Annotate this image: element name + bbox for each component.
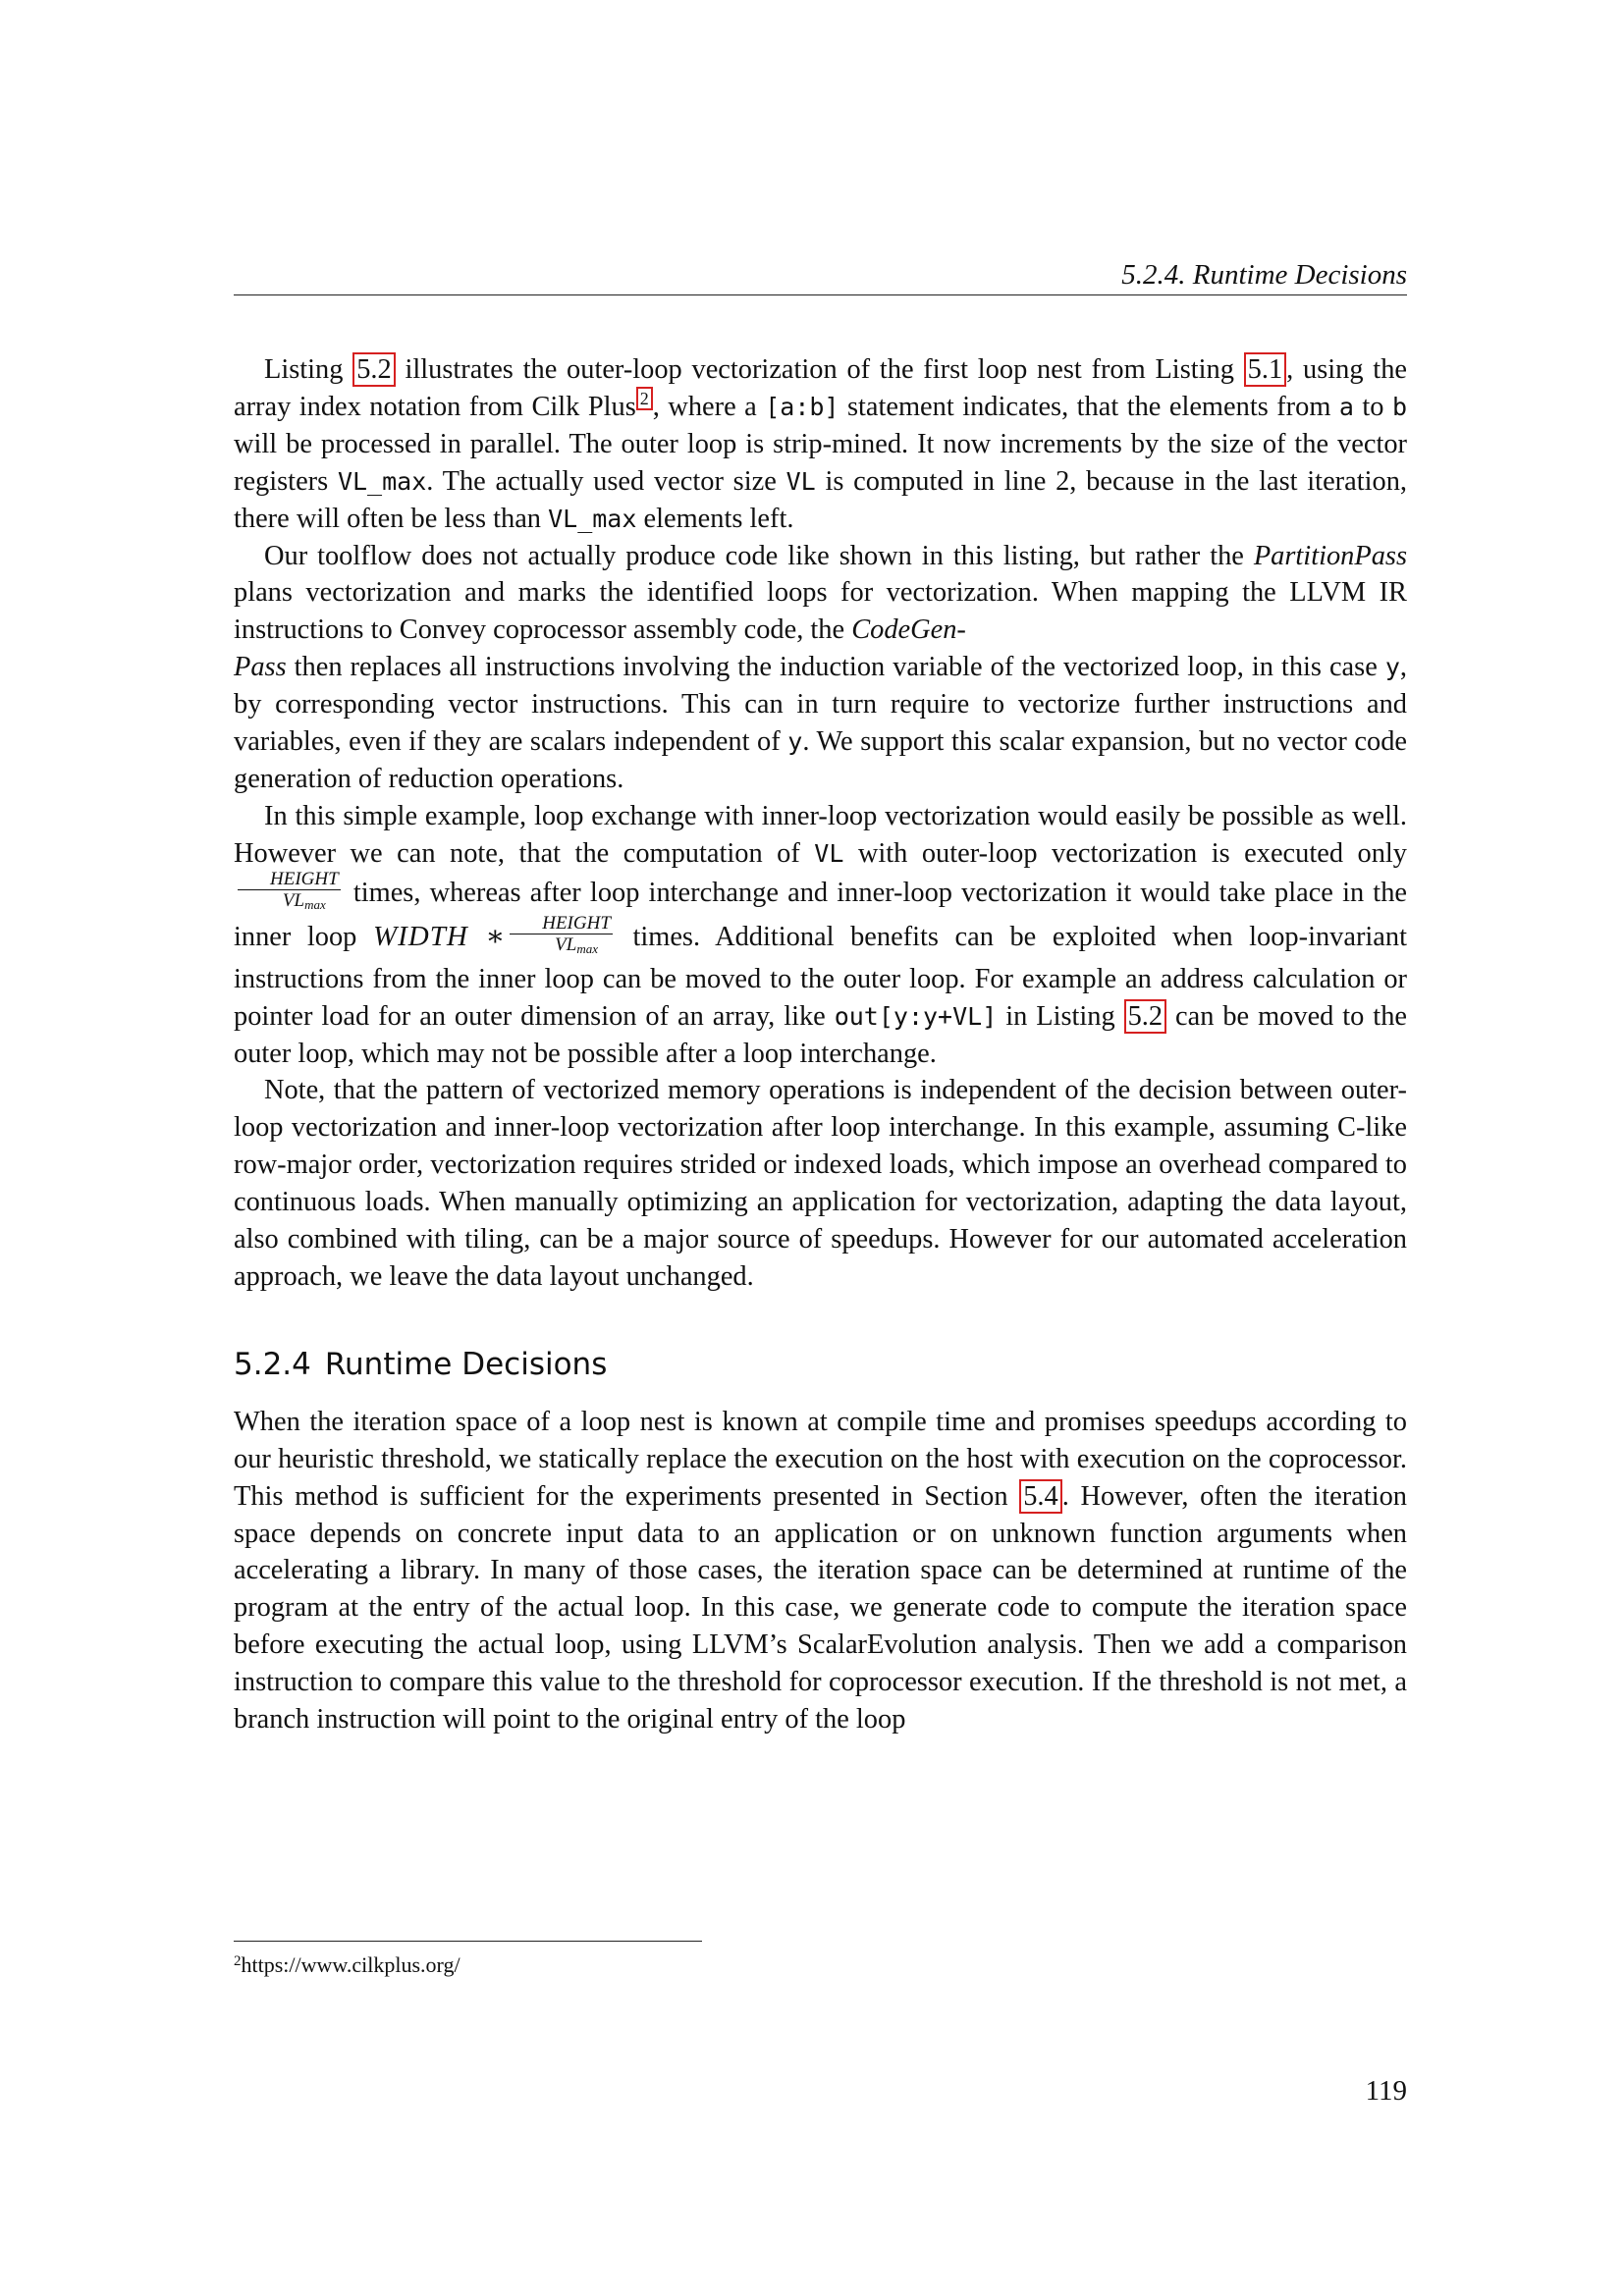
text-run: elements left.	[636, 503, 794, 534]
text-run: then replaces all instructions involving the induction variable of the vectorized loop, in this case	[286, 652, 1385, 683]
pass-name: PartitionPass	[1253, 540, 1407, 571]
code-span: out[y:y+VL]	[834, 1001, 998, 1031]
code-span: VL	[785, 466, 816, 496]
text-run: . However, often the iteration space depends on concrete input data to an application or on unknown function arguments when accelerating a library. In many of those cases, the iteration space can be determined at runtime of the program at the entry of the actual loop. In this case, we generate code to compute the iteration space before executing the actual loop, using LLVM’s ScalarEvolution analysis. Then we add a comparison instruction to compare this value to the threshold for coprocessor execution. If the threshold is not met, a branch instruction will point to the original entry of the loop	[234, 1480, 1407, 1735]
body-text	[234, 351, 1407, 1738]
section-title: Runtime Decisions	[324, 1346, 608, 1382]
fraction-denominator-base: VL	[282, 889, 305, 911]
fraction-denominator	[524, 934, 598, 958]
text-run: times, whereas after loop interchange and inner-loop vectorization it would take place in the inner loop	[234, 877, 1407, 952]
text-run: Listing	[264, 354, 353, 385]
code-span: y	[787, 727, 803, 757]
listing-ref-link[interactable]: 5.2	[1124, 999, 1167, 1034]
pass-name: Pass	[234, 652, 287, 683]
text-run: . We support this scalar expansion, but no vector code generation of reduction operations.	[234, 726, 1408, 794]
code-span: VL_max	[337, 466, 427, 496]
code-span: a	[1338, 392, 1354, 421]
text-run: will be processed in parallel. The outer loop is strip-mined. It now increments by the size of the vector registers	[234, 428, 1407, 497]
code-span: VL_max	[548, 504, 637, 533]
text-run: . The actually used vector size	[426, 465, 786, 497]
code-span: [a:b]	[765, 392, 839, 421]
code-span: y	[1384, 653, 1400, 682]
paragraph-2	[234, 538, 1407, 798]
text-run: , by corresponding vector instructions. This can in turn require to vectorize further instructions and variables, even if they are scalars independent of	[234, 652, 1407, 758]
listing-ref-link[interactable]: 5.1	[1244, 352, 1287, 387]
pass-name: CodeGen-	[851, 614, 966, 646]
math-fraction	[510, 914, 613, 958]
text-run: statement indicates, that the elements from	[839, 391, 1339, 422]
paragraph-1	[234, 351, 1407, 538]
text-run: , where a	[652, 391, 766, 422]
page-number: 119	[1365, 2075, 1407, 2107]
text-run: can be moved to the outer loop, which may not be possible after a loop interchange.	[234, 1000, 1407, 1069]
text-run: illustrates the outer-loop vectorization of the first loop nest from Listing	[395, 354, 1244, 385]
text-run: Our toolflow does not actually produce code like shown in this listing, but rather the	[264, 540, 1254, 571]
footnote-url[interactable]: https://www.cilkplus.org/	[241, 1952, 460, 1977]
text-run: with outer-loop vectorization is executed only	[843, 837, 1407, 869]
fraction-subscript: max	[304, 896, 326, 912]
footnote-rule	[234, 1941, 702, 1942]
math-fraction	[238, 870, 341, 914]
fraction-subscript: max	[576, 940, 598, 956]
fraction-denominator-base: VL	[555, 934, 577, 955]
text-run: , using the array index notation from Cilk Plus	[234, 354, 1407, 422]
code-span: VL	[814, 838, 844, 868]
paragraph-4: Note, that the pattern of vectorized memory operations is independent of the decision between outer-loop vectorization and inner-loop vectorization after loop interchange. In this example, assuming C-like row-major order, vectorization requires strided or indexed loads, which impose an overhead compared to continuous loads. When manually optimizing an application for vectorization, adapting the data layout, also combined with tiling, can be a major source of speedups. However for our automated acceleration approach, we leave the data layout unchanged.	[234, 1075, 1407, 1292]
fraction-denominator	[252, 890, 326, 914]
text-run: is computed in line 2, because in the last iteration, there will often be less than	[234, 465, 1407, 534]
text-run: In this simple example, loop exchange with inner-loop vectorization would easily be possible as well. However we can note, that the computation of	[234, 800, 1407, 869]
section-number: 5.2.4	[234, 1346, 311, 1382]
paragraph-3	[234, 798, 1407, 1073]
text-run: times. Additional benefits can be exploited when loop-invariant instructions from the inner loop can be moved to the outer loop. For example an address calculation or pointer load for an outer dimension of an array, like	[234, 921, 1407, 1032]
section-heading	[234, 1345, 1407, 1384]
math-expression: WIDTH ∗	[372, 920, 507, 952]
footnote-ref-link[interactable]: 2	[636, 387, 653, 410]
fraction-numerator: HEIGHT	[510, 914, 613, 934]
section-ref-link[interactable]: 5.4	[1019, 1479, 1062, 1514]
footnote-mark: 2	[234, 1953, 242, 1969]
listing-ref-link[interactable]: 5.2	[352, 352, 396, 387]
running-head: 5.2.4. Runtime Decisions	[1121, 259, 1407, 291]
footnote	[234, 1948, 460, 1979]
text-run: in Listing	[997, 1000, 1124, 1032]
text-run: to	[1353, 391, 1392, 422]
header-rule	[234, 294, 1407, 295]
text-run: When the iteration space of a loop nest is known at compile time and promises speedups according to our heuristic threshold, we statically replace the execution on the host with execution on the coprocessor. This method is sufficient for the experiments presented in Section	[234, 1406, 1407, 1512]
fraction-numerator: HEIGHT	[238, 870, 341, 890]
paragraph-5	[234, 1404, 1407, 1738]
code-span: b	[1391, 392, 1408, 421]
text-run: plans vectorization and marks the identified loops for vectorization. When mapping the LLVM IR instructions to Convey coprocessor assembly code, the	[234, 577, 1407, 646]
